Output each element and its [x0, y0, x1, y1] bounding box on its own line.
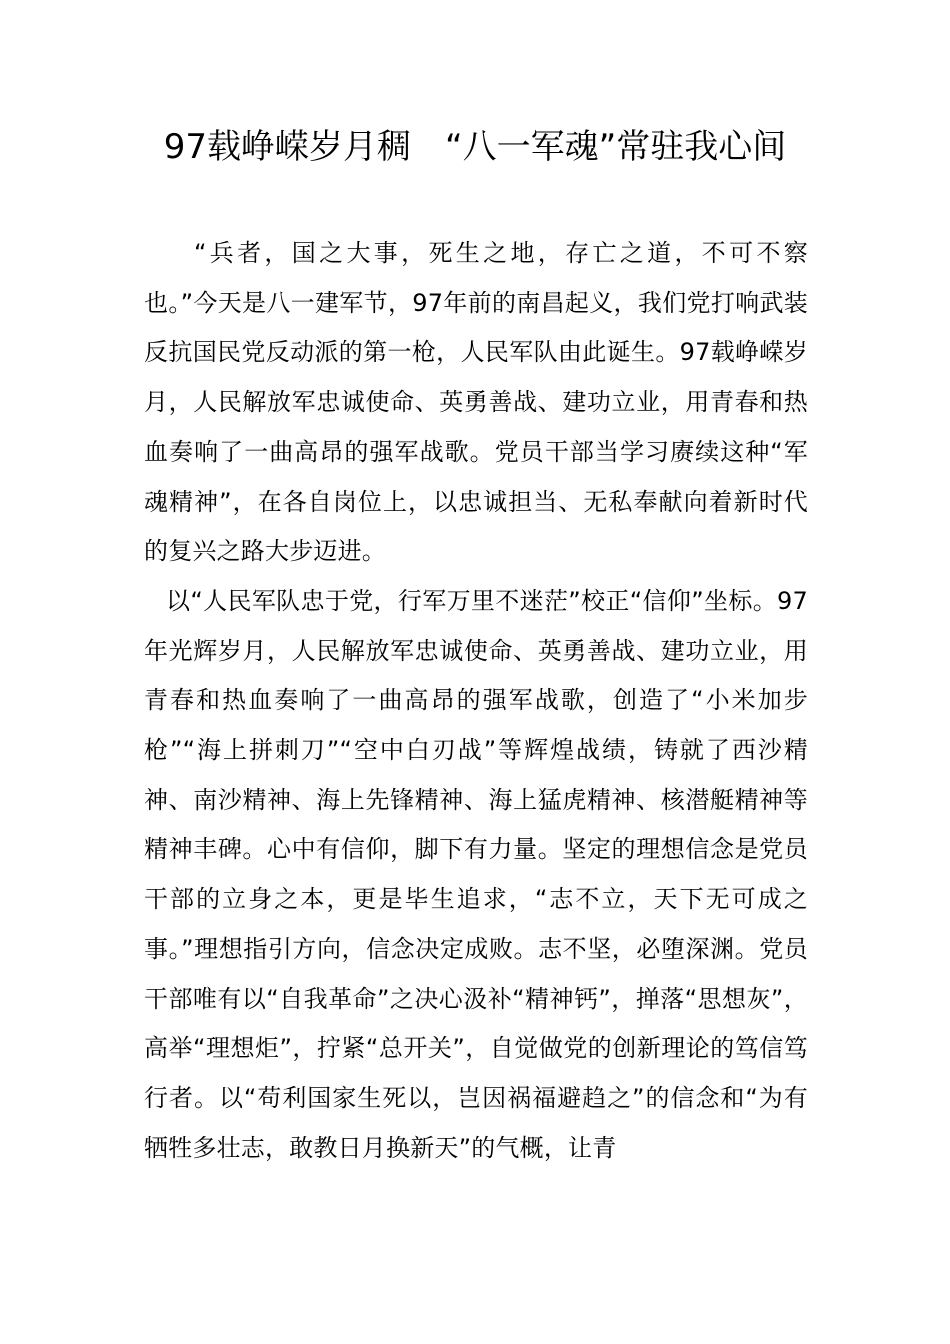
document-title: 97载峥嵘岁月稠 “八一军魂”常驻我心间 — [163, 127, 787, 167]
paragraph-intro: “兵者，国之大事，死生之地，存亡之道，不可不察也。”今天是八一建军节，97年前的南昌起义，我们党打响武装反抗国民党反动派的第一枪，人民军队由此诞生。97载峥嵘岁月，人民解放军忠诚使命、英勇善战、建功立业，用青春和热血奏响了一曲高昂的强军战歌。党员干部当学习赓续这种“军魂精神”，在各自岗位上，以忠诚担当、无私奉献向着新时代的复兴之路大步迈进。 — [144, 239, 808, 566]
document-body — [144, 229, 808, 1173]
paragraph-faith: 以“人民军队忠于党，行军万里不迷茫”校正“信仰”坐标。97年光辉岁月，人民解放军忠诚使命、英勇善战、建功立业，用青春和热血奏响了一曲高昂的强军战歌，创造了“小米加步枪”“海上拼刺刀”“空中白刃战”等辉煌战绩，铸就了西沙精神、南沙精神、海上先锋精神、海上猛虎精神、核潜艇精神等精神丰碑。心中有信仰，脚下有力量。坚定的理想信念是党员干部的立身之本，更是毕生追求，“志不立，天下无可成之事。”理想指引方向，信念决定成败。志不坚，必堕深渊。党员干部唯有以“自我革命”之决心汲补“精神钙”，掸落“思想灰”，高举“理想炬”，拧紧“总开关”，自觉做党的创新理论的笃信笃行者。以“苟利国家生死以，岂因祸福避趋之”的信念和“为有牺牲多壮志，敢教日月换新天”的气概，让青 — [144, 586, 808, 1162]
